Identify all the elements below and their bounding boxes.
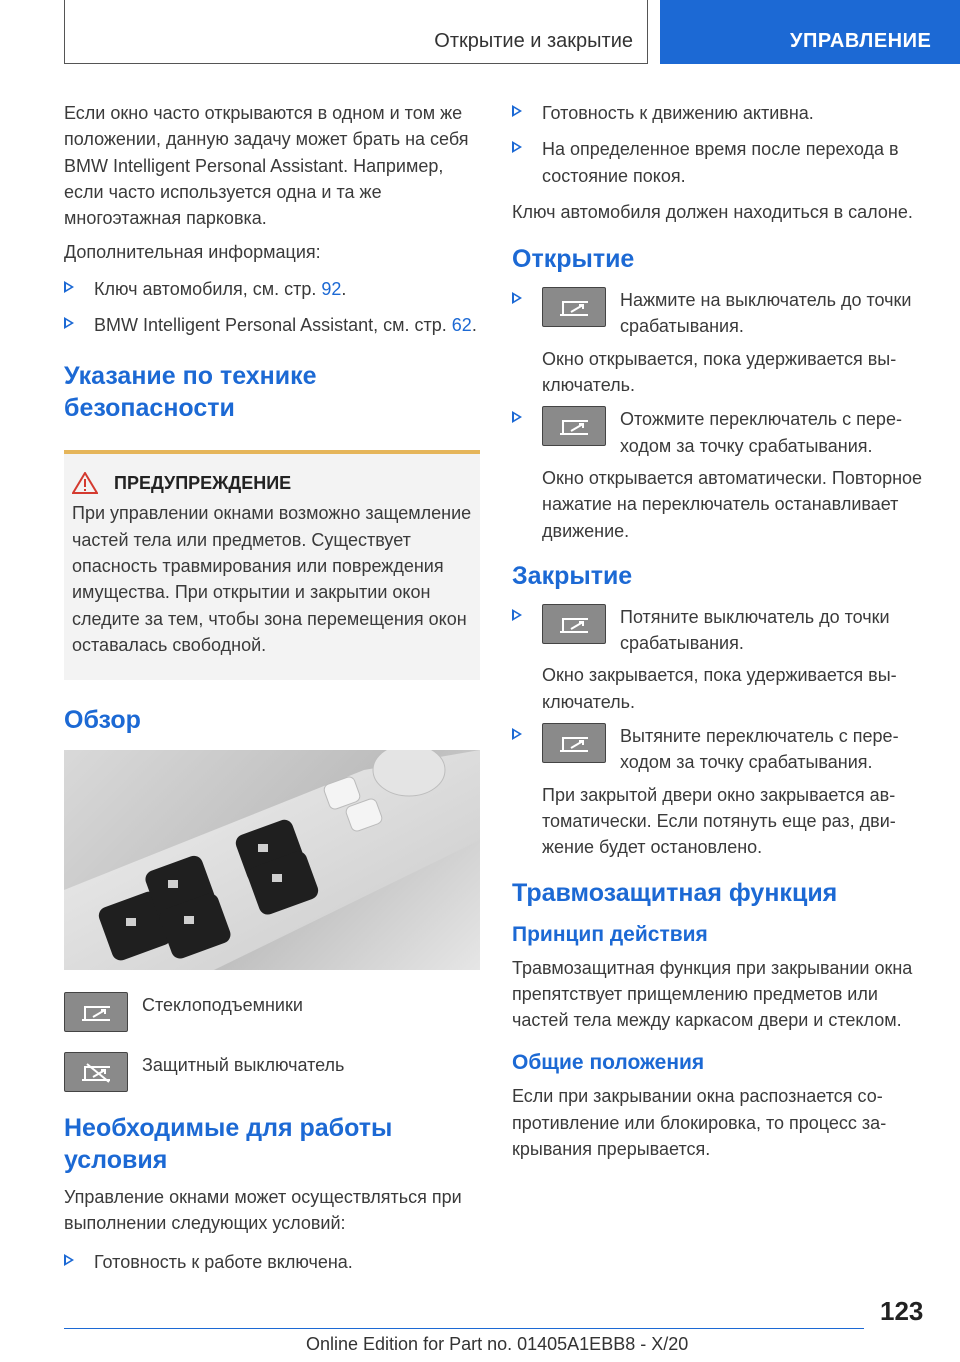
window-switch-icon	[542, 406, 606, 446]
footer-rule	[64, 1328, 864, 1329]
step-result: Окно открывается, пока удерживается выключатель.	[542, 348, 897, 396]
bullet-triangle-icon	[512, 728, 522, 740]
list-item: На определенное время после перехода в состояние покоя.	[512, 136, 928, 189]
bullet-triangle-icon	[512, 141, 522, 153]
header-section-title: Открытие и закрытие	[434, 30, 633, 52]
principle-text: Травмозащитная функция при закрывании окна препятствует прищемлению предметов или частей тела между каркасом двери и стеклом.	[512, 957, 913, 1031]
principle-heading: Принцип действия	[512, 922, 708, 946]
list-item: Готовность к работе включена.	[64, 1249, 480, 1275]
warning-text: При управлении окнами возможно защемление частей тела или предметов. Существует опасность травмирования или повреждения имущества. При открытии и закрытии окон следите за тем, чтобы зона перемещения окон оставалась свободной.	[72, 503, 472, 655]
header-section-box	[64, 0, 648, 64]
more-info-label: Дополнительная информация:	[64, 242, 321, 263]
page-number: 123	[880, 1296, 924, 1326]
conditions-heading: Необходимые для работы условия	[64, 1114, 393, 1175]
header-chapter-title: УПРАВЛЕНИЕ	[790, 30, 932, 52]
step-result: Окно открывается автоматически. Повторное нажатие на переключатель останавливает движение.	[542, 467, 923, 541]
warning-title: ПРЕДУПРЕЖДЕНИЕ	[114, 472, 292, 493]
safety-switch-icon	[64, 1052, 128, 1092]
warning-triangle-icon	[72, 472, 98, 494]
bullet-triangle-icon	[64, 317, 74, 329]
step-result: Окно закрывается, пока удерживается выключатель.	[542, 665, 897, 712]
legend-label: Стеклоподъемники	[142, 995, 303, 1016]
step-action: Отожмите переключатель с переходом за точку срабатывания.	[620, 409, 902, 456]
step-result: При закрытой двери окно закрывается автоматически. Если потянуть еще раз, движение будет остановлено.	[542, 784, 896, 858]
key-requirement-text: Ключ автомобиля должен находиться в салоне.	[512, 201, 913, 222]
header-chapter-tab[interactable]	[660, 0, 960, 64]
bullet-triangle-icon	[64, 1254, 74, 1266]
list-item: Ключ автомобиля, см. стр. 92.	[64, 276, 480, 302]
bullet-triangle-icon	[512, 105, 522, 117]
pinch-protection-heading: Травмозащитная функция	[512, 878, 838, 907]
close-step	[512, 604, 928, 715]
warning-box	[64, 450, 480, 680]
conditions-text: Управление окнами может осуществляться при выполнении следующих условий:	[64, 1187, 462, 1234]
legend-item	[64, 1052, 480, 1092]
open-heading: Открытие	[512, 245, 635, 274]
step-action: Нажмите на выключатель до точки срабатывания.	[620, 290, 912, 337]
window-switch-icon	[542, 604, 606, 644]
legend-item	[64, 992, 480, 1032]
page-link[interactable]: 62	[451, 315, 472, 336]
legend	[64, 992, 480, 1092]
list-item: Готовность к движению активна.	[512, 100, 928, 126]
safety-heading: Указание по технике безопасности	[64, 362, 317, 423]
bullet-triangle-icon	[64, 281, 74, 293]
right-column	[512, 100, 928, 1170]
intro-paragraph: Если окно часто открываются в одном и том же положении, данную задачу может брать на себя BMW Intelligent Personal Assistant. Например, если часто используется одна и та же многоэтажная парковка.	[64, 103, 469, 229]
window-switches-photo	[64, 750, 480, 970]
step-action: Вытяните переключатель с переходом за точку срабатывания.	[620, 726, 899, 773]
page-link[interactable]: 92	[321, 278, 342, 299]
step-action: Потяните выключатель до точки срабатывания.	[620, 606, 890, 654]
window-switch-icon	[542, 287, 606, 327]
legend-label: Защитный выключатель	[142, 1055, 345, 1076]
close-step	[512, 723, 928, 860]
open-step	[512, 406, 928, 543]
window-switch-icon	[64, 992, 128, 1032]
bullet-triangle-icon	[512, 411, 522, 423]
left-column	[64, 100, 480, 1285]
footer-edition: Online Edition for Part no. 01405A1EBB8 - X/20	[306, 1334, 689, 1354]
overview-heading: Обзор	[64, 706, 141, 735]
general-heading: Общие положения	[512, 1051, 705, 1075]
bullet-triangle-icon	[512, 609, 522, 621]
window-switch-icon	[542, 723, 606, 763]
list-item: BMW Intelligent Personal Assistant, см. стр. 62.	[64, 312, 480, 338]
close-heading: Закрытие	[512, 561, 633, 590]
door-panel-image	[64, 750, 480, 970]
general-text: Если при закрывании окна распознается сопротивление или блокировка, то процесс закрывания прерывается.	[512, 1086, 887, 1160]
warning-title-row	[72, 472, 472, 494]
open-step	[512, 287, 928, 398]
bullet-triangle-icon	[512, 292, 522, 304]
